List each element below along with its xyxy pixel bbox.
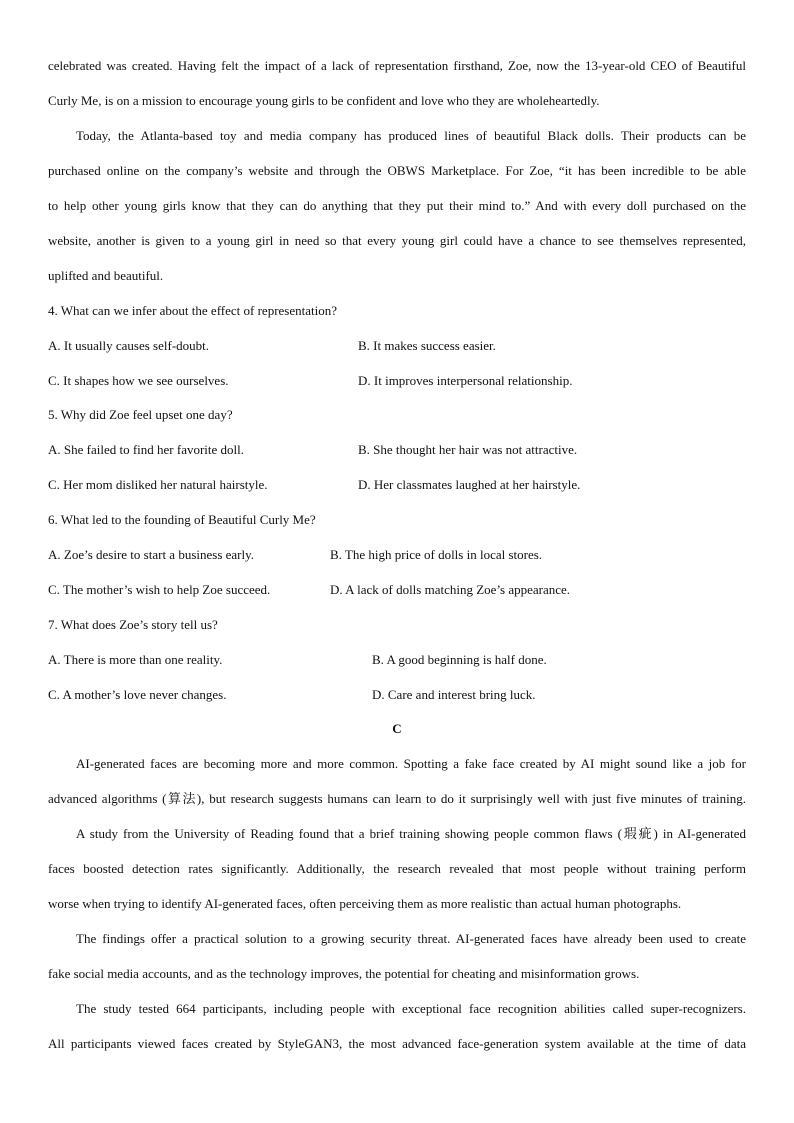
question-4-option-d[interactable]: D. It improves interpersonal relationship. xyxy=(358,373,573,388)
text-line: celebrated was created. Having felt the impact of a lack of representation firsthand, Zoe, now the 13-year-old CEO of Beautiful xyxy=(48,58,746,73)
question-7-option-b[interactable]: B. A good beginning is half done. xyxy=(372,652,547,667)
question-5-option-c[interactable]: C. Her mom disliked her natural hairstyle. xyxy=(48,477,268,492)
question-4-option-b[interactable]: B. It makes success easier. xyxy=(358,338,496,353)
question-6-option-c[interactable]: C. The mother’s wish to help Zoe succeed. xyxy=(48,582,271,597)
question-7-option-c[interactable]: C. A mother’s love never changes. xyxy=(48,687,227,702)
question-5-option-a[interactable]: A. She failed to find her favorite doll. xyxy=(48,442,245,457)
text-line: uplifted and beautiful. xyxy=(48,268,164,283)
text-line: worse when trying to identify AI-generated faces, often perceiving them as more realistic than actual human photographs. xyxy=(48,896,682,911)
question-4-stem: 4. What can we infer about the effect of representation? xyxy=(48,303,337,318)
text-line: All participants viewed faces created by StyleGAN3, the most advanced face-generation system available at the time of data xyxy=(48,1036,746,1051)
question-7-option-a[interactable]: A. There is more than one reality. xyxy=(48,652,223,667)
section-c-paragraph-1 xyxy=(48,746,746,816)
text-line: The findings offer a practical solution to a growing security threat. AI-generated faces have already been used to create xyxy=(76,931,746,946)
question-4-option-c[interactable]: C. It shapes how we see ourselves. xyxy=(48,373,229,388)
passage-b-paragraph-1 xyxy=(48,48,746,118)
section-c-paragraph-4 xyxy=(48,991,746,1061)
text-line: fake social media accounts, and as the technology improves, the potential for cheating and misinformation grows. xyxy=(48,966,640,981)
text-line: to help other young girls know that they can do anything that they put their mind to.” And with every doll purchased on the xyxy=(48,198,746,213)
text-line: faces boosted detection rates significantly. Additionally, the research revealed that most people without training perform xyxy=(48,861,746,876)
text-line: AI-generated faces are becoming more and more common. Spotting a fake face created by AI might sound like a job for xyxy=(76,756,746,771)
text-line: purchased online on the company’s website and through the OBWS Marketplace. For Zoe, “it has been incredible to be able xyxy=(48,163,746,178)
passage-b-paragraph-2 xyxy=(48,118,746,293)
text-line: The study tested 664 participants, including people with exceptional face recognition abilities called super-recognizers. xyxy=(76,1001,746,1016)
question-7-stem: 7. What does Zoe’s story tell us? xyxy=(48,617,218,632)
question-4-option-a[interactable]: A. It usually causes self-doubt. xyxy=(48,338,210,353)
text-line: advanced algorithms (算法), but research suggests humans can learn to do it surprisingly well with just five minutes of training. xyxy=(48,791,746,806)
question-6-option-d[interactable]: D. A lack of dolls matching Zoe’s appearance. xyxy=(330,582,571,597)
text-line: A study from the University of Reading found that a brief training showing people common flaws (瑕疵) in AI-generated xyxy=(76,826,746,841)
text-line: Curly Me, is on a mission to encourage young girls to be confident and love who they are wholeheartedly. xyxy=(48,93,600,108)
section-c-paragraph-3 xyxy=(48,921,746,991)
question-6-option-b[interactable]: B. The high price of dolls in local stores. xyxy=(330,547,543,562)
question-5-option-b[interactable]: B. She thought her hair was not attractive. xyxy=(358,442,578,457)
question-6-stem: 6. What led to the founding of Beautiful Curly Me? xyxy=(48,512,316,527)
text-line: Today, the Atlanta-based toy and media company has produced lines of beautiful Black dolls. Their products can be xyxy=(76,128,746,143)
section-c-heading: C xyxy=(392,721,402,736)
question-7-option-d[interactable]: D. Care and interest bring luck. xyxy=(372,687,536,702)
text-line: website, another is given to a young girl in need so that every young girl could have a chance to see themselves represented, xyxy=(48,233,746,248)
question-5-option-d[interactable]: D. Her classmates laughed at her hairstyle. xyxy=(358,477,581,492)
question-5-stem: 5. Why did Zoe feel upset one day? xyxy=(48,407,233,422)
section-c-paragraph-2 xyxy=(48,816,746,921)
question-6-option-a[interactable]: A. Zoe’s desire to start a business early. xyxy=(48,547,255,562)
